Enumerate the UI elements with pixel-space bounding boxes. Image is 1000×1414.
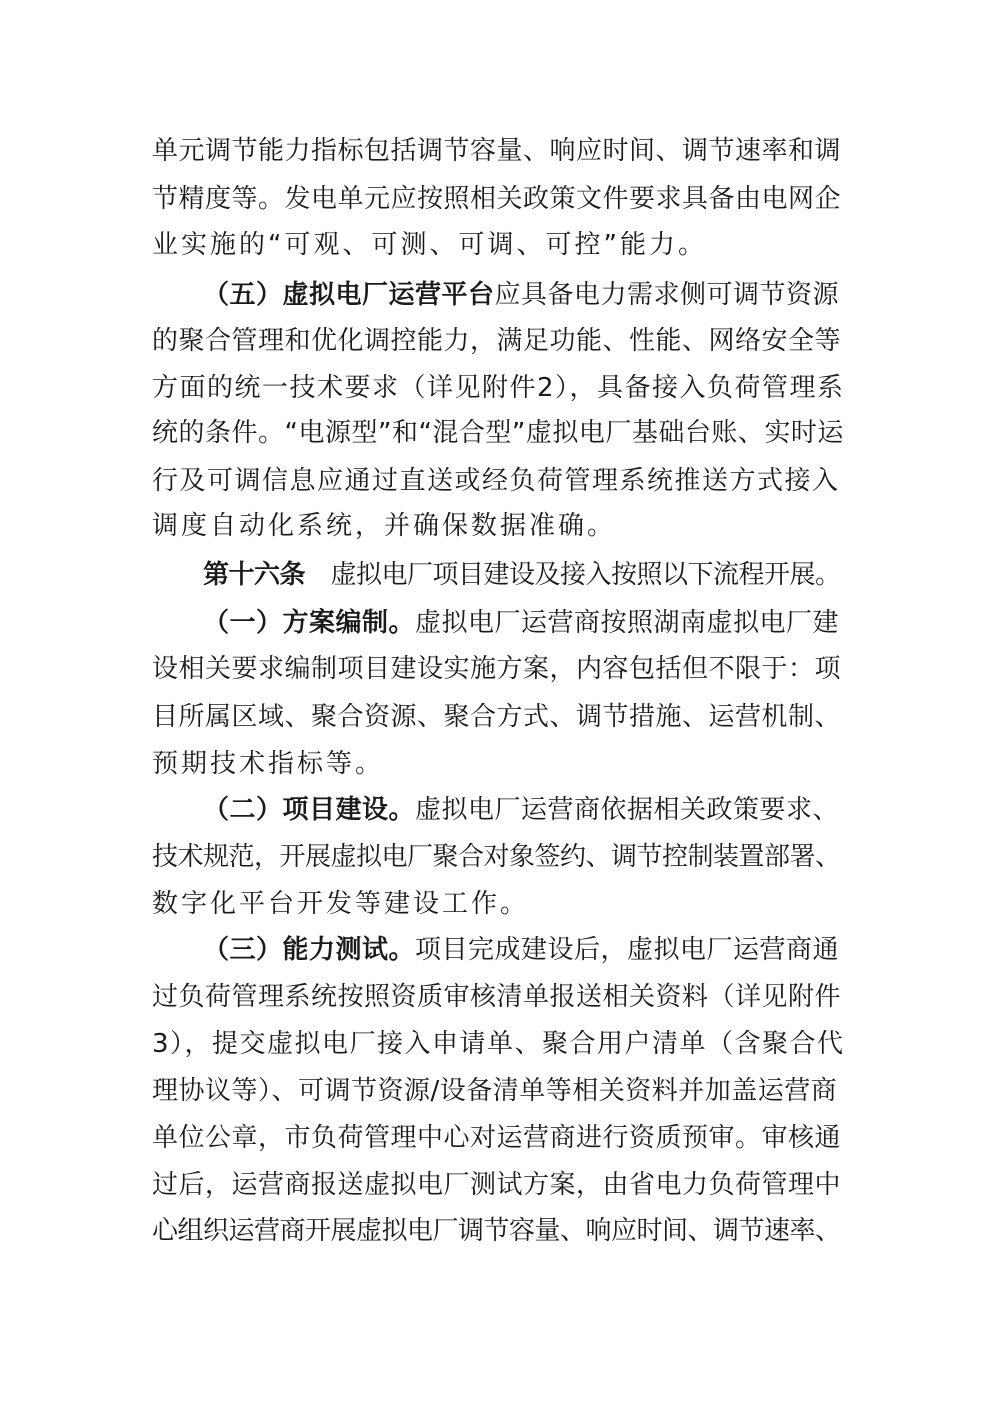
text-line: [152, 1162, 841, 1208]
text-line: [152, 222, 707, 268]
text-line: [152, 974, 841, 1020]
line-text: 心组织运营商开展虚拟电厂调节容量、响应时间、调节速率、: [152, 1216, 841, 1246]
text-line: [152, 503, 616, 549]
section-heading-line: [203, 787, 839, 833]
line-text: 过后，运营商报送虚拟电厂测试方案，由省电力负荷管理中: [152, 1170, 842, 1200]
section-heading: （一）方案编制。: [203, 608, 416, 638]
line-text: 单位公章，市负荷管理中心对运营商进行资质预审。审核通: [152, 1123, 842, 1153]
line-text: 项目完成建设后，虚拟电厂运营商通: [415, 935, 840, 965]
line-text: 过负荷管理系统按照资质审核清单报送相关资料（详见附件: [152, 982, 842, 1012]
text-line: [152, 1208, 841, 1254]
text-line: [152, 881, 529, 927]
text-line: [152, 694, 841, 740]
text-line: [152, 741, 384, 787]
line-text: 的聚合管理和优化调控能力，满足功能、性能、网络安全等: [152, 326, 842, 356]
line-text: 虚拟电厂项目建设及接入按照以下流程开展。: [305, 560, 841, 590]
text-line: [152, 1068, 837, 1114]
line-text: 方面的统一技术要求（详见附件2），具备接入负荷管理系: [152, 373, 845, 403]
text-line: [152, 834, 841, 880]
text-line: [152, 458, 840, 504]
line-text: 理协议等）、可调节资源/设备清单等相关资料并加盖运营商: [152, 1076, 838, 1106]
section-heading: （二）项目建设。: [203, 795, 416, 825]
article-heading: 第十六条: [203, 560, 306, 590]
line-text: 统的条件。“电源型”和“混合型”虚拟电厂基础台账、实时运: [152, 418, 844, 448]
line-text: 单元调节能力指标包括调节容量、响应时间、调节速率和调: [152, 136, 842, 166]
line-text: 目所属区域、聚合资源、聚合方式、调节措施、运营机制、: [152, 702, 842, 732]
line-text: 预期技术指标等。: [152, 749, 385, 779]
line-text: 3），提交虚拟电厂接入申请单、聚合用户清单（含聚合代: [152, 1029, 845, 1059]
line-text: 设相关要求编制项目建设实施方案，内容包括但不限于：项: [152, 654, 842, 684]
text-line: [152, 410, 844, 456]
text-line: [152, 128, 841, 174]
line-text: 调度自动化系统，并确保数据准确。: [152, 511, 617, 541]
line-text: 节精度等。发电单元应按照相关政策文件要求具备由电网企: [152, 184, 842, 214]
line-text: 虚拟电厂运营商依据相关政策要求、: [415, 795, 840, 825]
section-heading-line: [203, 600, 839, 646]
section-heading-line: [203, 272, 839, 318]
line-text: 技术规范，开展虚拟电厂聚合对象签约、调节控制装置部署、: [152, 842, 841, 872]
text-line: [152, 1115, 841, 1161]
text-line: [152, 176, 841, 222]
line-text: 业实施的“可观、可测、可调、可控”能力。: [152, 230, 707, 260]
line-text: 行及可调信息应通过直送或经负荷管理系统推送方式接入: [152, 466, 840, 496]
section-heading: （三）能力测试。: [203, 935, 416, 965]
article-heading-line: [203, 552, 841, 598]
text-line: [152, 646, 841, 692]
text-line: [152, 1021, 845, 1067]
line-text: 应具备电力需求侧可调节资源: [494, 280, 840, 310]
line-text: 虚拟电厂运营商按照湖南虚拟电厂建: [415, 608, 840, 638]
line-text: 数字化平台开发等建设工作。: [152, 889, 530, 919]
text-line: [152, 318, 841, 364]
section-heading: （五）虚拟电厂运营平台: [203, 280, 495, 310]
text-line: [152, 365, 845, 411]
section-heading-line: [203, 927, 839, 973]
